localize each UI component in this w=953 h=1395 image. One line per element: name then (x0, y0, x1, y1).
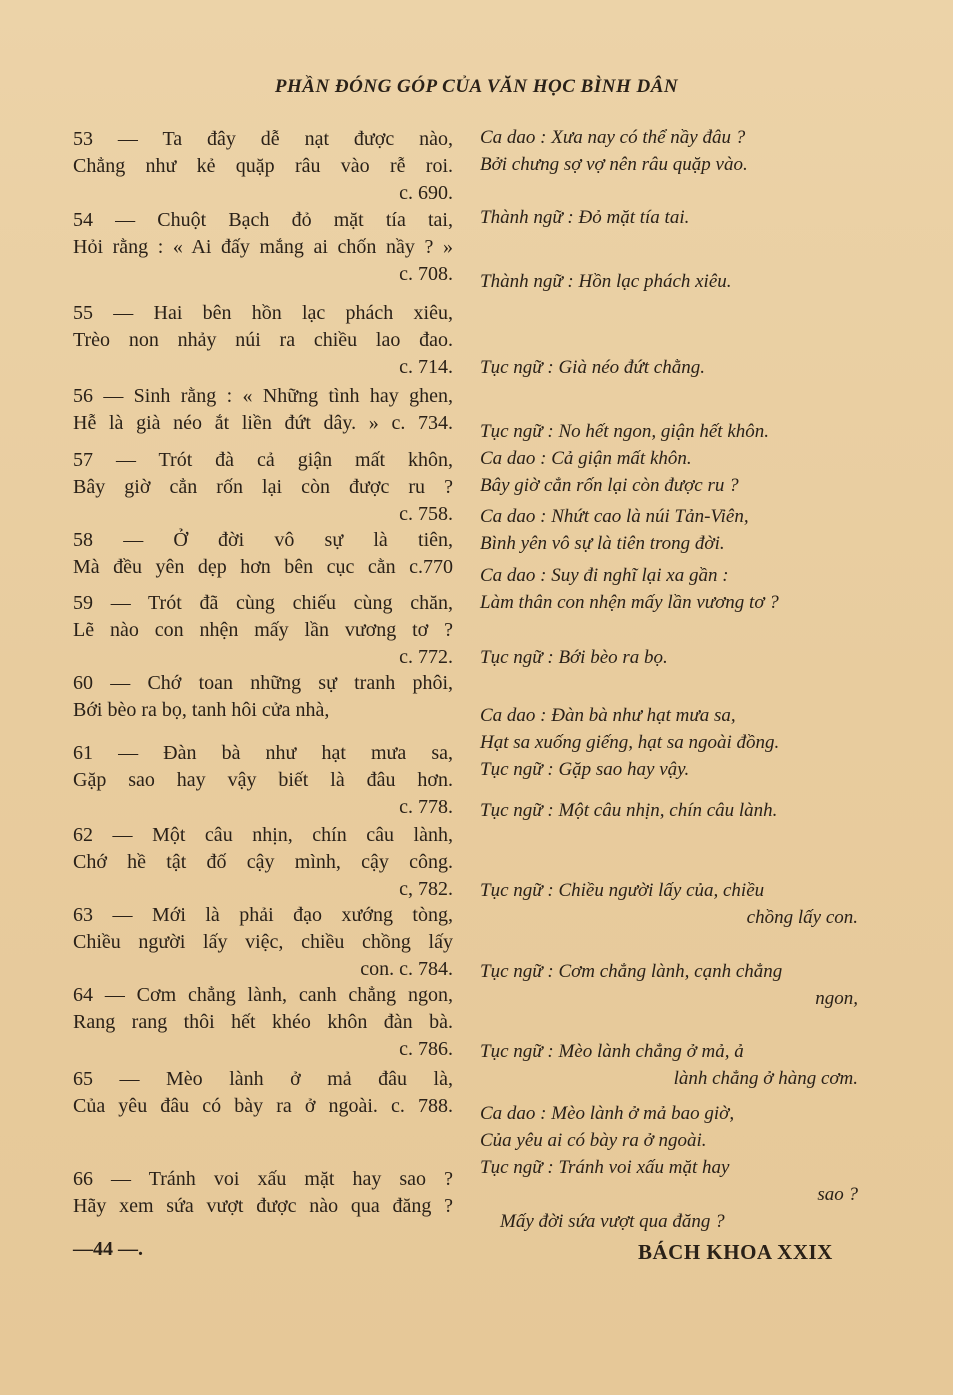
note-56: Tục ngữ : Già néo đứt chằng. (480, 357, 705, 378)
verse-53: 53 — Ta đây dễ nạt được nào, Chẳng như kẻ quặp râu vào rễ roi. c. 690. (73, 128, 453, 204)
verse-63: 63 — Mới là phải đạo xướng tòng, Chiều người lấy việc, chiều chồng lấy con. c. 784. (73, 904, 453, 980)
note-61: Ca dao : Đàn bà như hạt mưa sa, Hạt sa xuống giếng, hạt sa ngoài đồng. Tục ngữ : Gặp sao hay vậy. (480, 705, 780, 780)
magazine-name: BÁCH KHOA XXIX (638, 1240, 833, 1264)
note-53: Ca dao : Xưa nay có thể nầy đâu ? Bởi chưng sợ vợ nên râu quặp vào. (480, 127, 748, 175)
note-60: Tục ngữ : Bới bèo ra bọ. (480, 647, 668, 668)
verse-59: 59 — Trót đã cùng chiếu cùng chăn, Lẽ nào con nhện mấy lần vương tơ ? c. 772. (73, 592, 453, 668)
note-66: Ca dao : Mèo lành ở mả bao giờ, Của yêu ai có bày ra ở ngoài. Tục ngữ : Tránh voi xấu mặt hay sao ? Mấy đời sứa vượt qua đăng ? (480, 1103, 858, 1232)
verse-57: 57 — Trót đà cả giận mất khôn, Bây giờ cẳn rốn lại còn được ru ? c. 758. (73, 449, 453, 525)
note-54: Thành ngữ : Đỏ mặt tía tai. (480, 207, 690, 228)
running-header: PHẦN ĐÓNG GÓP CỦA VĂN HỌC BÌNH DÂN (274, 76, 679, 97)
note-58: Ca dao : Nhứt cao là núi Tản-Viên, Bình yên vô sự là tiên trong đời. (480, 506, 749, 554)
note-59: Ca dao : Suy đi nghĩ lại xa gần : Làm thân con nhện mấy lần vương tơ ? (480, 565, 779, 613)
note-57: Tục ngữ : No hết ngon, giận hết khôn. Ca dao : Cả giận mất khôn. Bây giờ cẳn rốn lại còn được ru ? (480, 421, 769, 496)
page-number: —44 —. (73, 1238, 143, 1260)
verse-62: 62 — Một câu nhịn, chín câu lành, Chớ hề tật đố cậy mình, cậy công. c, 782. (73, 824, 453, 900)
note-65: Tục ngữ : Mèo lành chẳng ở mả, ả lành chẳng ở hàng cơm. (480, 1041, 858, 1089)
verse-58: 58 — Ở đời vô sự là tiên, Mà đều yên dẹp hơn bên cục cằn c.770 (73, 529, 453, 578)
verse-65: 65 — Mèo lành ở mả đâu là, Của yêu đâu có bày ra ở ngoài. c. 788. (73, 1068, 453, 1117)
note-64: Tục ngữ : Cơm chẳng lành, cạnh chẳng ngon, (480, 961, 858, 1009)
verse-64: 64 — Cơm chẳng lành, canh chẳng ngon, Rang rang thôi hết khéo khôn đàn bà. c. 786. (73, 984, 453, 1060)
note-63: Tục ngữ : Chiều người lấy của, chiều chồng lấy con. (480, 880, 858, 928)
verse-61: 61 — Đàn bà như hạt mưa sa, Gặp sao hay vậy biết là đâu hơn. c. 778. (73, 742, 453, 818)
note-62: Tục ngữ : Một câu nhịn, chín câu lành. (480, 800, 778, 821)
verse-54: 54 — Chuột Bạch đỏ mặt tía tai, Hỏi rằng : « Ai đấy mắng ai chốn nầy ? » c. 708. (73, 209, 453, 285)
verse-55: 55 — Hai bên hồn lạc phách xiêu, Trèo non nhảy núi ra chiều lao đao. c. 714. (73, 302, 453, 378)
verse-56: 56 — Sinh rằng : « Những tình hay ghen, Hễ là già néo ắt liền đứt dây. » c. 734. (73, 385, 453, 434)
verse-60: 60 — Chớ toan những sự tranh phôi, Bới bèo ra bọ, tanh hôi cửa nhà, (73, 672, 453, 721)
verse-66: 66 — Tránh voi xấu mặt hay sao ? Hãy xem sứa vượt được nào qua đăng ? (73, 1168, 453, 1217)
note-55: Thành ngữ : Hồn lạc phách xiêu. (480, 271, 732, 292)
